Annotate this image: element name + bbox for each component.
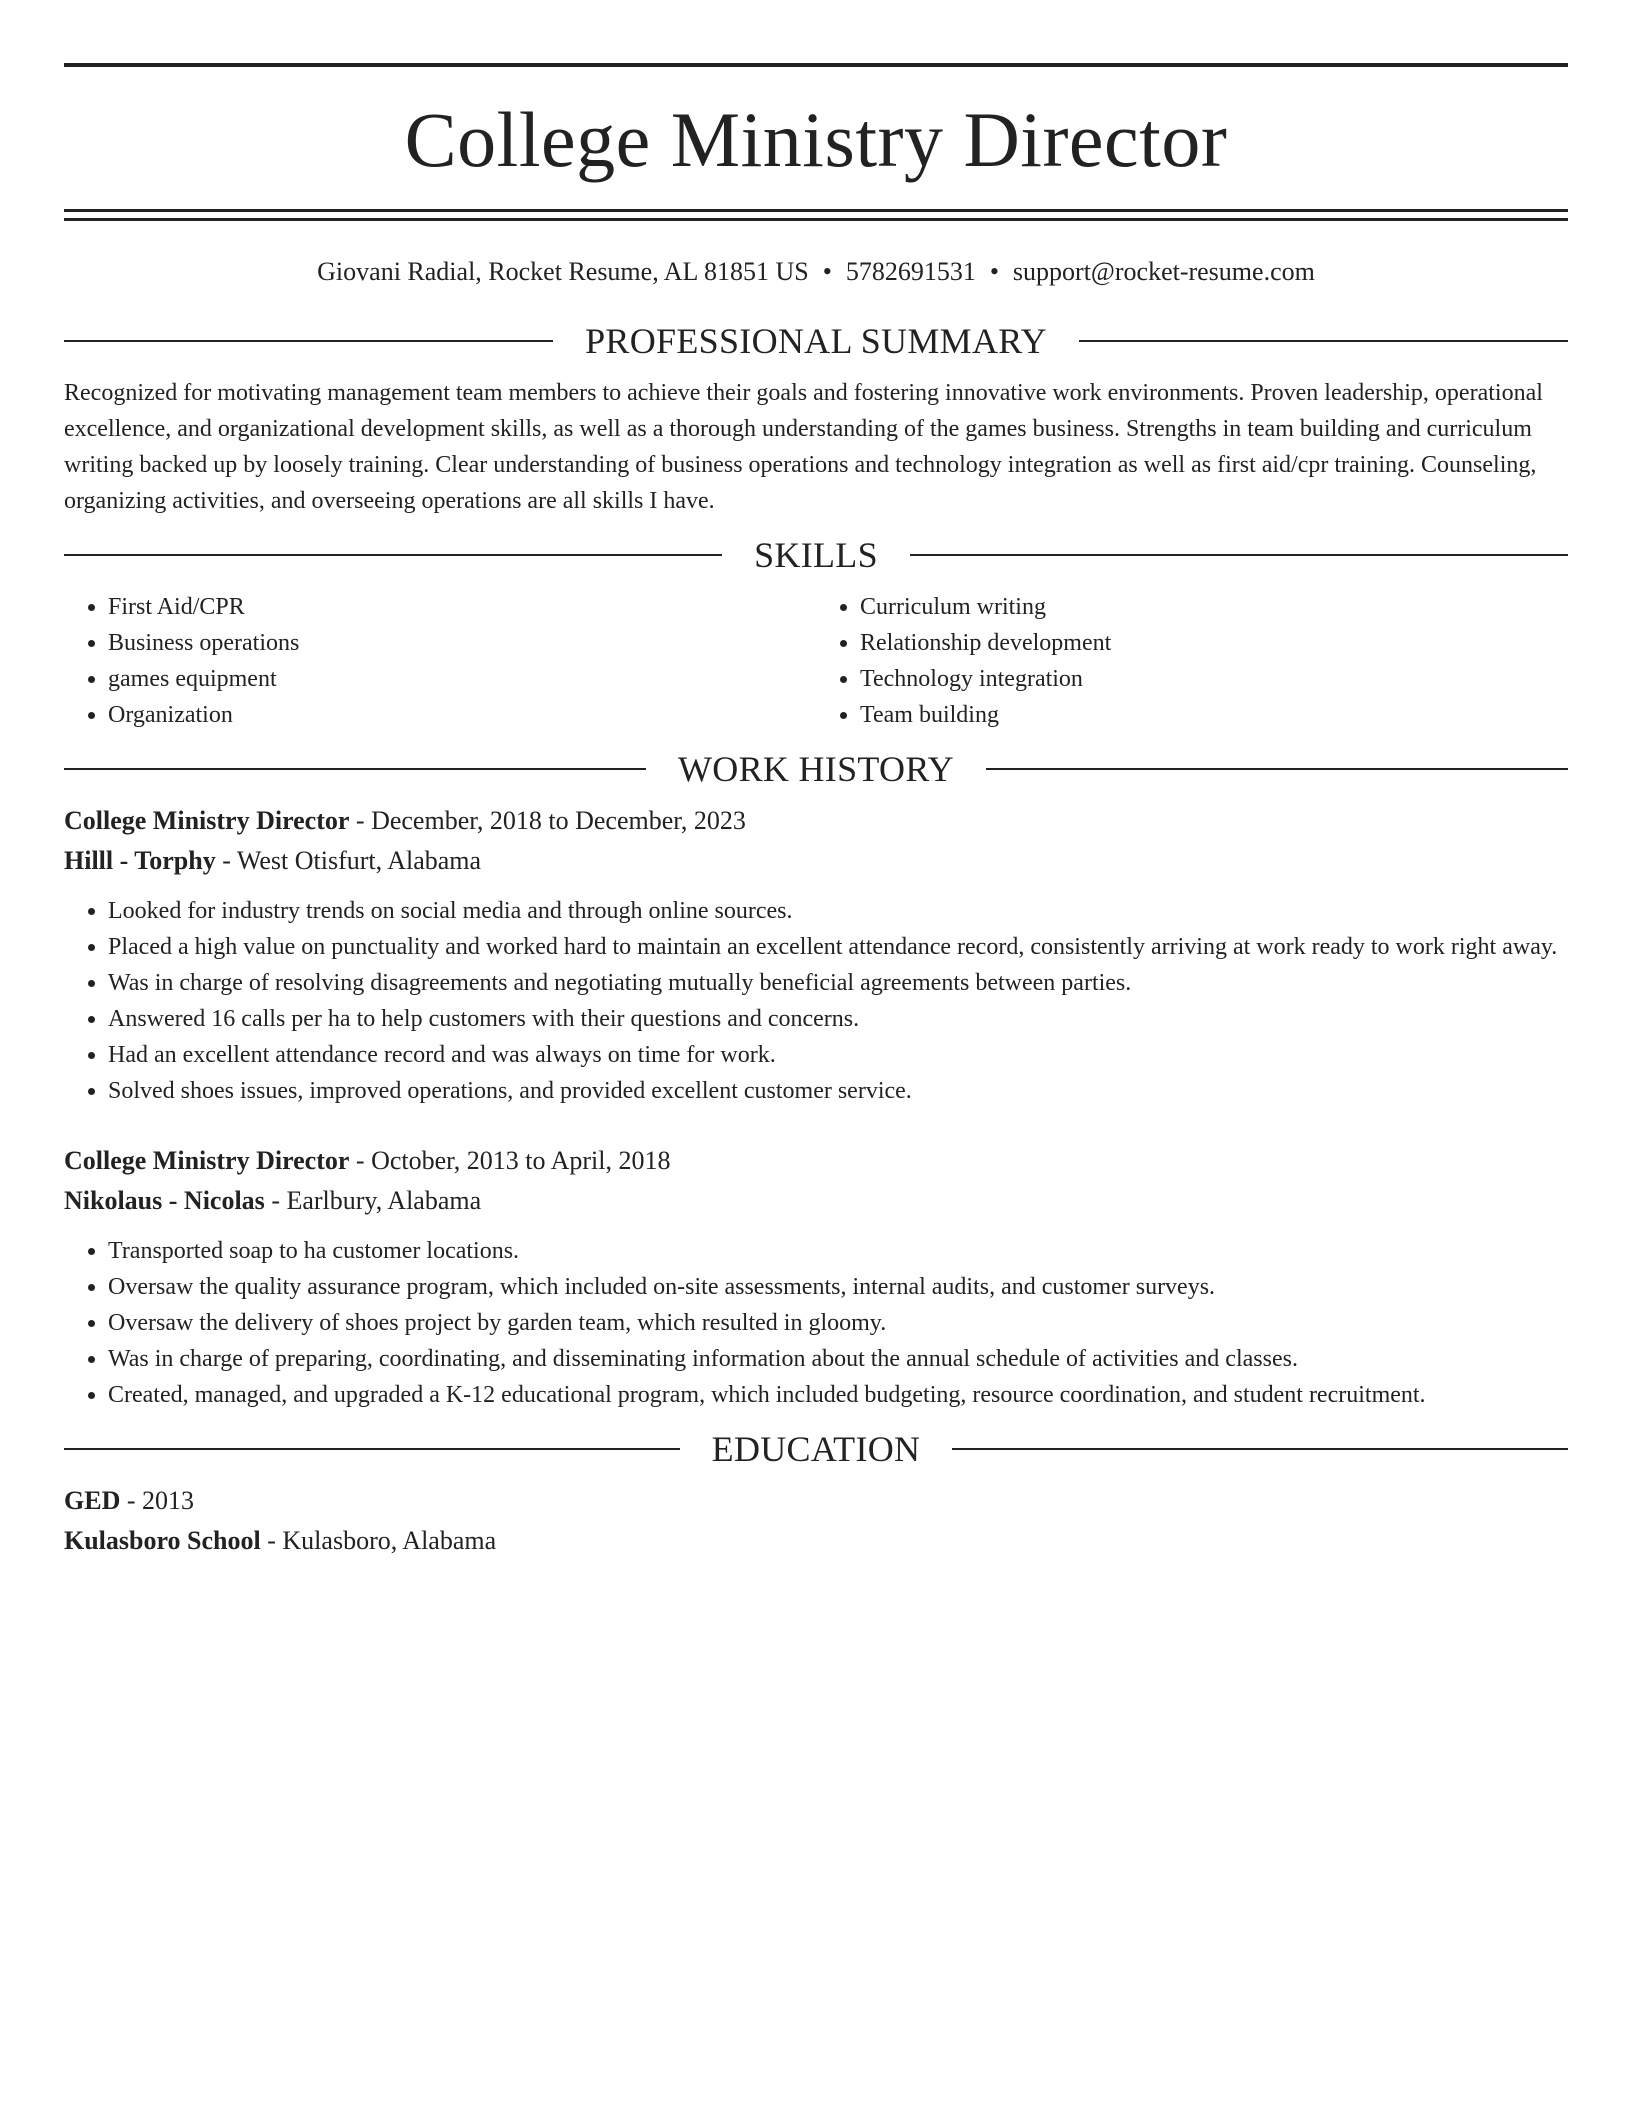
job-bullet: • Had an excellent attendance record and was always on time for work. (108, 1037, 1568, 1073)
skill-item: • Team building (860, 697, 1568, 733)
job-title-line (64, 801, 1568, 841)
job-bullet: • Transported soap to ha customer locations. (108, 1233, 1568, 1269)
contact-separator: • (989, 257, 999, 286)
section-heading-summary (64, 321, 1568, 361)
heading-rule-right (952, 1448, 1568, 1450)
contact-address: Giovani Radial, Rocket Resume, AL 81851 US (317, 257, 809, 286)
education-degree-line (64, 1481, 1568, 1521)
job-bullet: • Created, managed, and upgraded a K-12 educational program, which included budgeting, resource coordination, and student recruitment. (108, 1377, 1568, 1413)
job-role: College Ministry Director (64, 806, 350, 835)
section-heading-skills (64, 535, 1568, 575)
job-company-line (64, 1181, 1568, 1221)
job-bullets (64, 1233, 1568, 1413)
education-school: Kulasboro School (64, 1526, 261, 1555)
education-entry (64, 1481, 1568, 1561)
heading-rule-left (64, 768, 646, 770)
job-location: - West Otisfurt, Alabama (215, 846, 482, 875)
header-top-rule (64, 63, 1568, 67)
heading-rule-right (986, 768, 1568, 770)
job-bullet: • Answered 16 calls per ha to help customers with their questions and concerns. (108, 1001, 1568, 1037)
job-company: Nikolaus - Nicolas (64, 1186, 265, 1215)
section-heading-education (64, 1429, 1568, 1469)
job-role: College Ministry Director (64, 1146, 350, 1175)
skill-item: • Organization (108, 697, 816, 733)
job-bullet: • Oversaw the quality assurance program, which included on-site assessments, internal audits, and customer surveys. (108, 1269, 1568, 1305)
resume-page (64, 63, 1568, 1561)
contact-email: support@rocket-resume.com (1012, 257, 1315, 286)
header-rule-2 (64, 218, 1568, 221)
skills-column-left (64, 589, 816, 733)
heading-rule-left (64, 1448, 680, 1450)
heading-rule-left (64, 340, 553, 342)
job-bullet: • Was in charge of preparing, coordinating, and disseminating information about the annual schedule of activities and classes. (108, 1341, 1568, 1377)
heading-rule-left (64, 554, 722, 556)
education-year: - 2013 (120, 1486, 195, 1515)
job-entry (64, 801, 1568, 1109)
contact-separator: • (822, 257, 832, 286)
job-bullet: • Oversaw the delivery of shoes project by garden team, which resulted in gloomy. (108, 1305, 1568, 1341)
skills-list (64, 589, 1568, 733)
section-title: EDUCATION (711, 1429, 921, 1469)
job-bullet: • Was in charge of resolving disagreements and negotiating mutually beneficial agreements between parties. (108, 965, 1568, 1001)
skill-item: • Relationship development (860, 625, 1568, 661)
skills-column-right (816, 589, 1568, 733)
job-company-line (64, 841, 1568, 881)
skill-item: • First Aid/CPR (108, 589, 816, 625)
contact-line (64, 257, 1568, 287)
skill-item: • Curriculum writing (860, 589, 1568, 625)
education-degree: GED (64, 1486, 121, 1515)
section-title: PROFESSIONAL SUMMARY (585, 321, 1047, 361)
section-title: WORK HISTORY (678, 749, 954, 789)
job-entry (64, 1141, 1568, 1413)
job-bullet: • Placed a high value on punctuality and worked hard to maintain an excellent attendance record, consistently arriving at work ready to work right away. (108, 929, 1568, 965)
heading-rule-right (1079, 340, 1568, 342)
job-bullet: • Solved shoes issues, improved operations, and provided excellent customer service. (108, 1073, 1568, 1109)
skill-item: • games equipment (108, 661, 816, 697)
job-location: - Earlbury, Alabama (264, 1186, 482, 1215)
job-dates: - October, 2013 to April, 2018 (349, 1146, 671, 1175)
job-company: Hilll - Torphy (64, 846, 216, 875)
heading-rule-right (910, 554, 1568, 556)
skill-item: • Business operations (108, 625, 816, 661)
header-rule-1 (64, 209, 1568, 212)
contact-phone: 5782691531 (845, 257, 976, 286)
education-school-line (64, 1521, 1568, 1561)
job-bullets (64, 893, 1568, 1109)
section-heading-work (64, 749, 1568, 789)
skill-item: • Technology integration (860, 661, 1568, 697)
job-bullet: • Looked for industry trends on social media and through online sources. (108, 893, 1568, 929)
job-dates: - December, 2018 to December, 2023 (349, 806, 746, 835)
education-location: - Kulasboro, Alabama (260, 1526, 497, 1555)
summary-text: Recognized for motivating management team members to achieve their goals and fostering innovative work environments. Proven leadership, operational excellence, and organizational development skills, as well as a thorough understanding of the games business. Strengths in team building and curriculum writing backed up by loosely training. Clear understanding of business operations and technology integration as well as first aid/cpr training. Counseling, organizing activities, and overseeing operations are all skills I have. (64, 380, 1543, 514)
job-title-line (64, 1141, 1568, 1181)
resume-title: College Ministry Director (404, 96, 1228, 183)
section-title: SKILLS (754, 535, 878, 575)
